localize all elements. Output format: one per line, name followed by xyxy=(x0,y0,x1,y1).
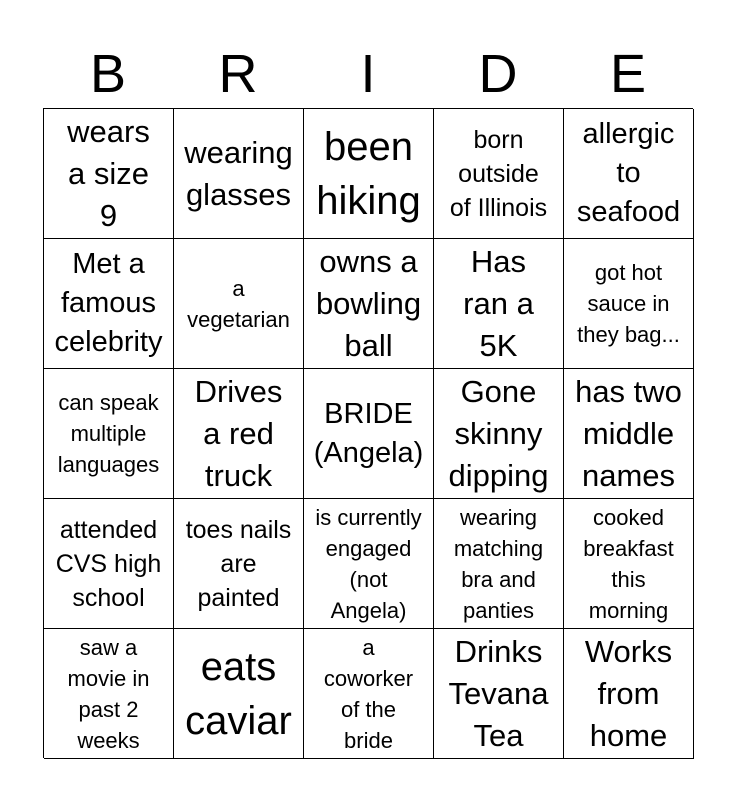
bingo-cell[interactable]: wearing matching bra and panties xyxy=(434,499,564,629)
bingo-cell[interactable]: born outside of Illinois xyxy=(434,109,564,239)
bingo-cell[interactable]: is currently engaged (not Angela) xyxy=(304,499,434,629)
free-space-cell[interactable]: BRIDE (Angela) xyxy=(304,369,434,499)
bingo-cell[interactable]: Drinks Tevana Tea xyxy=(434,629,564,759)
header-letter-b: B xyxy=(89,44,127,104)
bingo-cell[interactable]: Has ran a 5K xyxy=(434,239,564,369)
bingo-cell[interactable]: wears a size 9 xyxy=(44,109,174,239)
bingo-cell[interactable]: saw a movie in past 2 weeks xyxy=(44,629,174,759)
bingo-cell[interactable]: allergic to seafood xyxy=(564,109,694,239)
header-letter-e: E xyxy=(609,44,647,104)
bingo-grid xyxy=(43,108,693,758)
bingo-cell[interactable]: a coworker of the bride xyxy=(304,629,434,759)
bingo-header xyxy=(43,40,693,108)
bingo-cell[interactable]: has two middle names xyxy=(564,369,694,499)
header-letter-r: R xyxy=(218,44,258,104)
bingo-cell[interactable]: wearing glasses xyxy=(174,109,304,239)
bingo-cell[interactable]: Met a famous celebrity xyxy=(44,239,174,369)
header-letter-d: D xyxy=(478,44,518,104)
bingo-cell[interactable]: Drives a red truck xyxy=(174,369,304,499)
bingo-cell[interactable]: Works from home xyxy=(564,629,694,759)
bingo-cell[interactable]: can speak multiple languages xyxy=(44,369,174,499)
bingo-cell[interactable]: owns a bowling ball xyxy=(304,239,434,369)
bingo-cell[interactable]: eats caviar xyxy=(174,629,304,759)
bingo-cell[interactable]: got hot sauce in they bag... xyxy=(564,239,694,369)
bingo-cell[interactable]: cooked breakfast this morning xyxy=(564,499,694,629)
bingo-cell[interactable]: attended CVS high school xyxy=(44,499,174,629)
bingo-cell[interactable]: been hiking xyxy=(304,109,434,239)
bingo-cell[interactable]: a vegetarian xyxy=(174,239,304,369)
bingo-cell[interactable]: Gone skinny dipping xyxy=(434,369,564,499)
bingo-cell[interactable]: toes nails are painted xyxy=(174,499,304,629)
header-letter-i: I xyxy=(360,44,376,104)
